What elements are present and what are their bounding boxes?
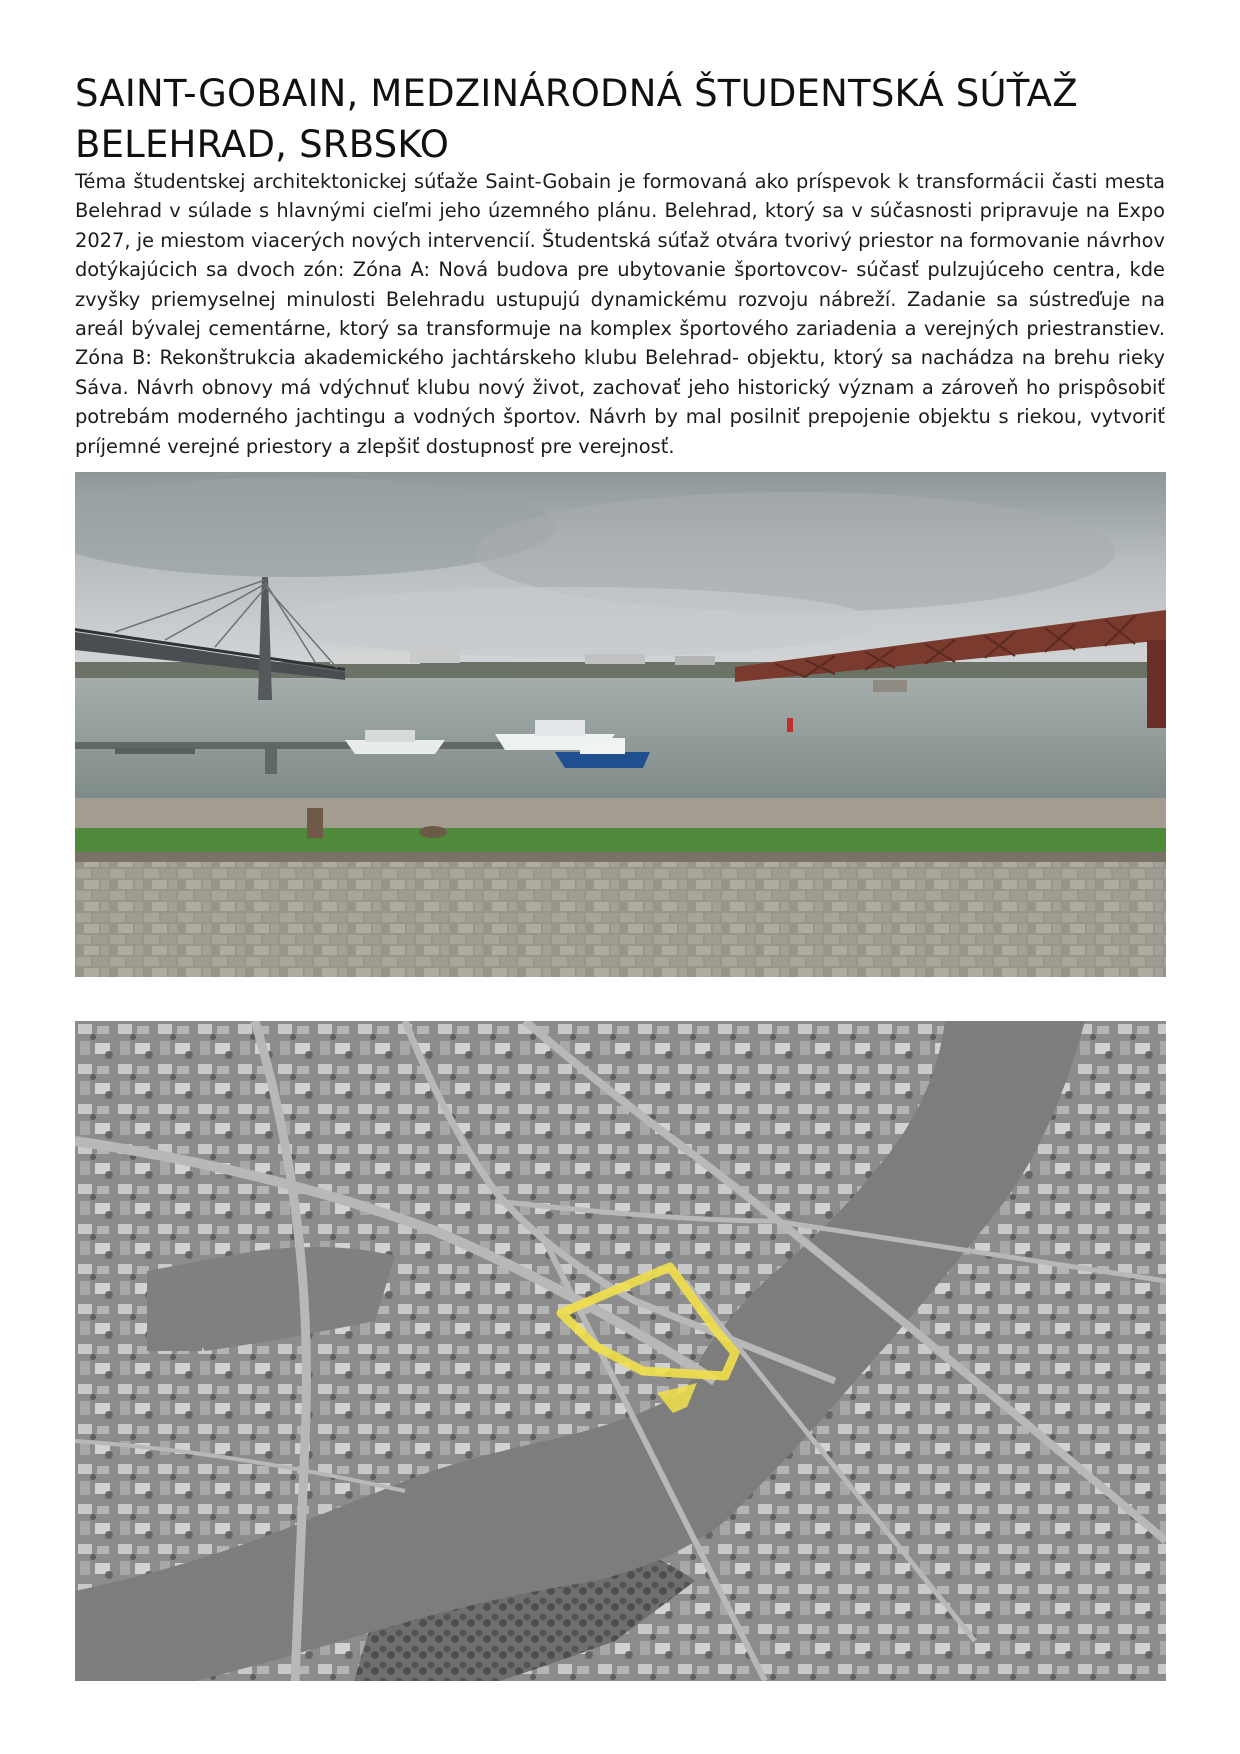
description-paragraph: Téma študentskej architektonickej súťaže Saint-Gobain je formovaná ako príspevok k transformácii časti mesta Belehrad v súlade s hlavnými cieľmi jeho územného plánu. Belehrad, ktorý sa v súčasnosti pripravuje na Expo 2027, je miestom viacerých nových intervencií. Študentská súťaž otvára tvorivý priestor na formovanie návrhov dotýkajúcich sa dvoch zón: Zóna A: Nová budova pre ubytovanie športovcov- súčasť pulzujúceho centra, kde zvyšky priemyselnej minulosti Belehradu ustupujú dynamickému rozvoju nábreží. Zadanie sa sústreďuje na areál bývalej cementárne, ktorý sa transformuje na komplex športového zariadenia a verejných priestranstiev. Zóna B: Rekonštrukcia akademického jachtárskeho klubu Belehrad- objektu, ktorý sa nachádza na brehu rieky Sáva. Návrh obnovy má vdýchnuť klubu nový život, zachovať jeho historický význam a zároveň ho prispôsobiť potrebám moderného jachtingu a vodných športov. Návrh by mal posilniť prepojenie objektu s riekou, vytvoriť príjemné verejné priestory a zlepšiť dostupnosť pre verejnosť. <box>75 170 1165 458</box>
page-title-line-2: BELEHRAD, SRBSKO <box>75 123 450 166</box>
page-title <box>75 68 1165 170</box>
riverside-photo-drawing <box>75 472 1166 977</box>
page-title-line-1: SAINT-GOBAIN, MEDZINÁRODNÁ ŠTUDENTSKÁ SÚŤAŽ <box>75 72 1078 115</box>
aerial-map-drawing <box>75 1021 1166 1681</box>
riverside-photo <box>75 472 1166 977</box>
aerial-map <box>75 1021 1166 1681</box>
